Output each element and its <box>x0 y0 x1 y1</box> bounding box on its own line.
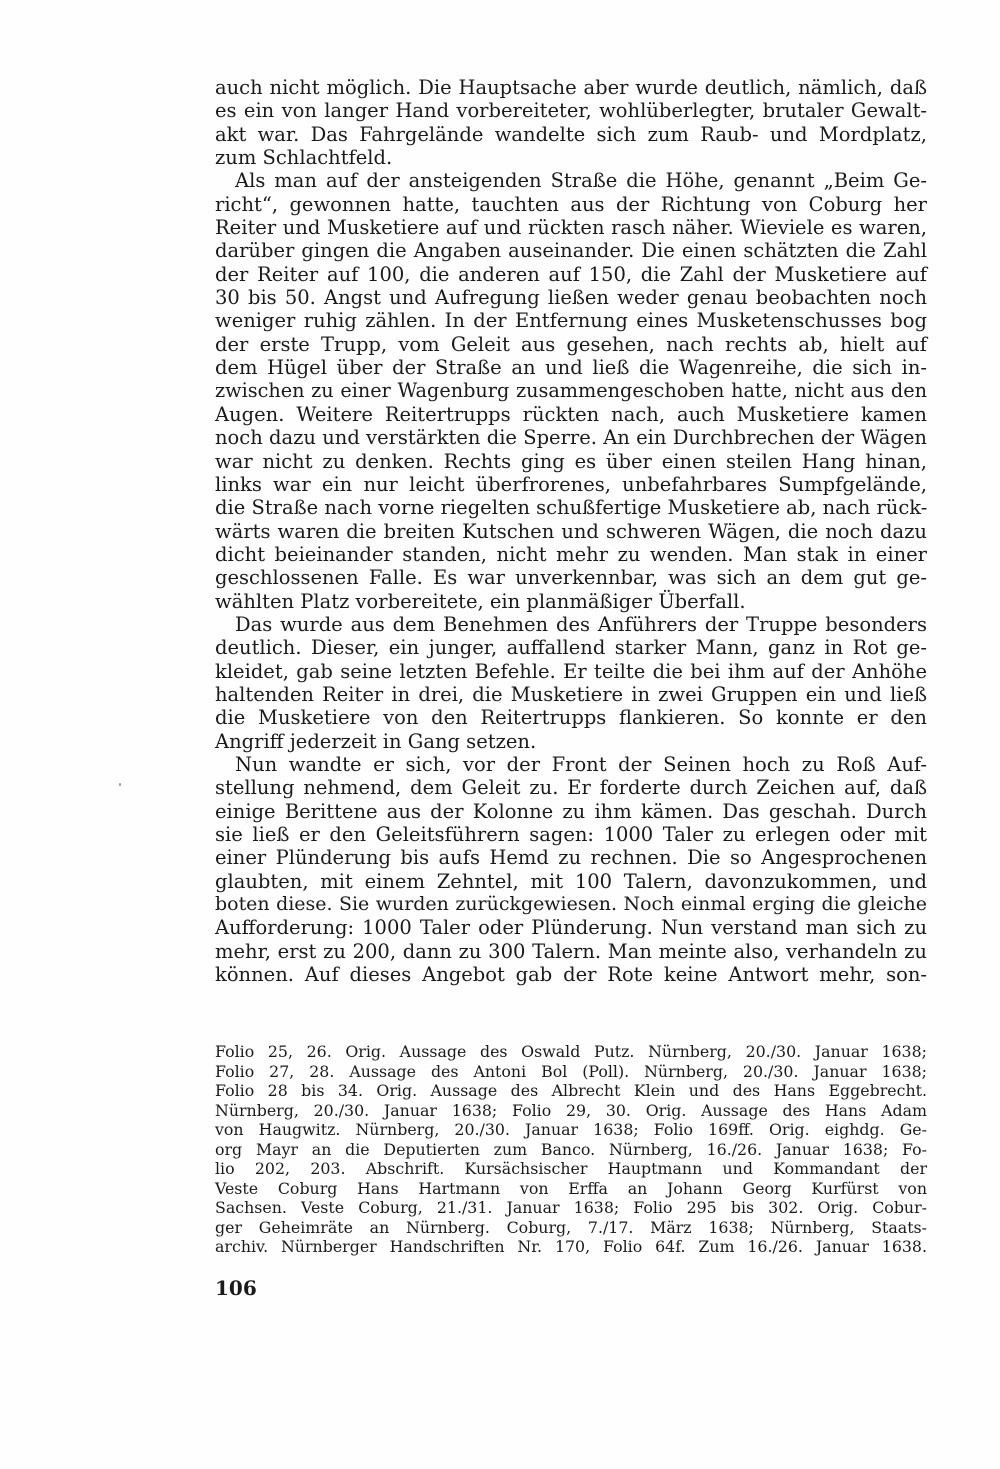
footnote-line: Folio 25, 26. Orig. Aussage des Oswald Putz. Nürnberg, 20./30. Januar 1638; <box>215 1042 927 1061</box>
page-number: 106 <box>215 1276 257 1300</box>
text-line: zum Schlachtfeld. <box>215 146 393 170</box>
footnote-line: Sachsen. Veste Coburg, 21./31. Januar 1638; Folio 295 bis 302. Orig. Cobur- <box>215 1198 927 1217</box>
text-line: Das wurde aus dem Benehmen des Anführers der Truppe besonders <box>235 612 927 636</box>
footnote-block <box>215 1042 927 1257</box>
text-line: Angriff jederzeit in Gang setzen. <box>215 729 537 753</box>
text-line: Aufforderung: 1000 Taler oder Plünderung. Nun verstand man sich zu <box>215 916 927 940</box>
text-line: es ein von langer Hand vorbereiteter, wohlüberlegter, brutaler Gewalt- <box>215 99 927 123</box>
text-line: der Reiter auf 100, die anderen auf 150, die Zahl der Musketiere auf <box>215 262 927 286</box>
text-line: stellung nehmend, dem Geleit zu. Er forderte durch Zeichen auf, daß <box>215 776 927 800</box>
footnote-line: Folio 28 bis 34. Orig. Aussage des Albrecht Klein und des Hans Eggebrecht. <box>215 1081 927 1100</box>
text-line: einer Plünderung bis aufs Hemd zu rechnen. Die so Angesprochenen <box>215 846 927 870</box>
text-line: auch nicht möglich. Die Hauptsache aber wurde deutlich, nämlich, daß <box>215 76 927 99</box>
text-line: links war ein nur leicht überfrorenes, unbefahrbares Sumpfgelände, <box>215 472 927 496</box>
scan-speck <box>119 783 121 786</box>
text-line: glaubten, mit einem Zehntel, mit 100 Talern, davonzukommen, und <box>215 869 927 893</box>
text-line: richt“, gewonnen hatte, tauchten aus der Richtung von Coburg her <box>215 192 927 216</box>
text-line: die Musketiere von den Reitertrupps flankieren. So konnte er den <box>215 706 927 730</box>
text-line: können. Auf dieses Angebot gab der Rote keine Antwort mehr, son- <box>215 963 927 987</box>
text-line: haltenden Reiter in drei, die Musketiere in zwei Gruppen ein und ließ <box>215 682 927 706</box>
footnote-line: von Haugwitz. Nürnberg, 20./30. Januar 1638; Folio 169ff. Orig. eighdg. Ge- <box>215 1120 927 1139</box>
text-line: kleidet, gab seine letzten Befehle. Er teilte die bei ihm auf der Anhöhe <box>215 659 927 683</box>
text-line: wärts waren die breiten Kutschen und schweren Wägen, die noch dazu <box>215 519 927 543</box>
footnote-line: Nürnberg, 20./30. Januar 1638; Folio 29, 30. Orig. Aussage des Hans Adam <box>215 1100 927 1120</box>
text-line: 30 bis 50. Angst und Aufregung ließen weder genau beobachten noch <box>215 286 927 310</box>
text-line: geschlossenen Falle. Es war unverkennbar, was sich an dem gut ge- <box>215 566 927 590</box>
footnote-line: Veste Coburg Hans Hartmann von Erffa an Johann Georg Kurfürst von <box>215 1178 927 1198</box>
text-line: Augen. Weitere Reitertrupps rückten nach, auch Musketiere kamen <box>215 402 927 426</box>
text-line: noch dazu und verstärkten die Sperre. An ein Durchbrechen der Wägen <box>215 426 927 450</box>
text-line: dem Hügel über der Straße an und ließ die Wagenreihe, die sich in- <box>215 356 927 380</box>
footnote-line: ger Geheimräte an Nürnberg. Coburg, 7./17. März 1638; Nürnberg, Staats- <box>215 1217 927 1237</box>
footnote-line: lio 202, 203. Abschrift. Kursächsischer Hauptmann und Kommandant der <box>215 1159 927 1178</box>
footnote-line: Folio 27, 28. Aussage des Antoni Bol (Poll). Nürnberg, 20./30. Januar 1638; <box>215 1061 927 1081</box>
text-line: boten diese. Sie wurden zurückgewiesen. Noch einmal erging die gleiche <box>215 893 927 916</box>
text-line: der erste Trupp, vom Geleit aus gesehen, nach rechts ab, hielt auf <box>215 332 927 356</box>
footnote-line: org Mayr an die Deputierten zum Banco. Nürnberg, 16./26. Januar 1638; Fo- <box>215 1139 927 1159</box>
text-line: mehr, erst zu 200, dann zu 300 Talern. Man meinte also, verhandeln zu <box>215 939 927 963</box>
text-line: die Straße nach vorne riegelten schußfertige Musketiere ab, nach rück- <box>215 496 928 520</box>
text-line: Als man auf der ansteigenden Straße die Höhe, genannt „Beim Ge- <box>235 169 927 193</box>
text-line: Nun wandte er sich, vor der Front der Seinen hoch zu Roß Auf- <box>235 752 927 776</box>
text-line: darüber gingen die Angaben auseinander. Die einen schätzten die Zahl <box>215 239 927 263</box>
text-line: wählten Platz vorbereitete, ein planmäßiger Überfall. <box>215 589 746 613</box>
text-line: sie ließ er den Geleitsführern sagen: 1000 Taler zu erlegen oder mit <box>215 823 927 846</box>
text-line: weniger ruhig zählen. In der Entfernung eines Musketenschusses bog <box>215 309 927 333</box>
text-line: akt war. Das Fahrgelände wandelte sich zum Raub- und Mordplatz, <box>215 122 927 146</box>
text-line: war nicht zu denken. Rechts ging es über einen steilen Hang hinan, <box>215 449 927 473</box>
text-line: deutlich. Dieser, ein junger, auffallend starker Mann, ganz in Rot ge- <box>215 636 927 660</box>
text-line: Reiter und Musketiere auf und rückten rasch näher. Wieviele es waren, <box>215 216 927 240</box>
body-text <box>215 76 927 986</box>
text-line: zwischen zu einer Wagenburg zusammengeschoben hatte, nicht aus den <box>215 379 927 403</box>
text-line: einige Berittene aus der Kolonne zu ihm kämen. Das geschah. Durch <box>215 799 927 823</box>
footnote-line: archiv. Nürnberger Handschriften Nr. 170, Folio 64f. Zum 16./26. Januar 1638. <box>215 1237 927 1256</box>
text-line: dicht beieinander standen, nicht mehr zu wenden. Man stak in einer <box>215 542 927 566</box>
